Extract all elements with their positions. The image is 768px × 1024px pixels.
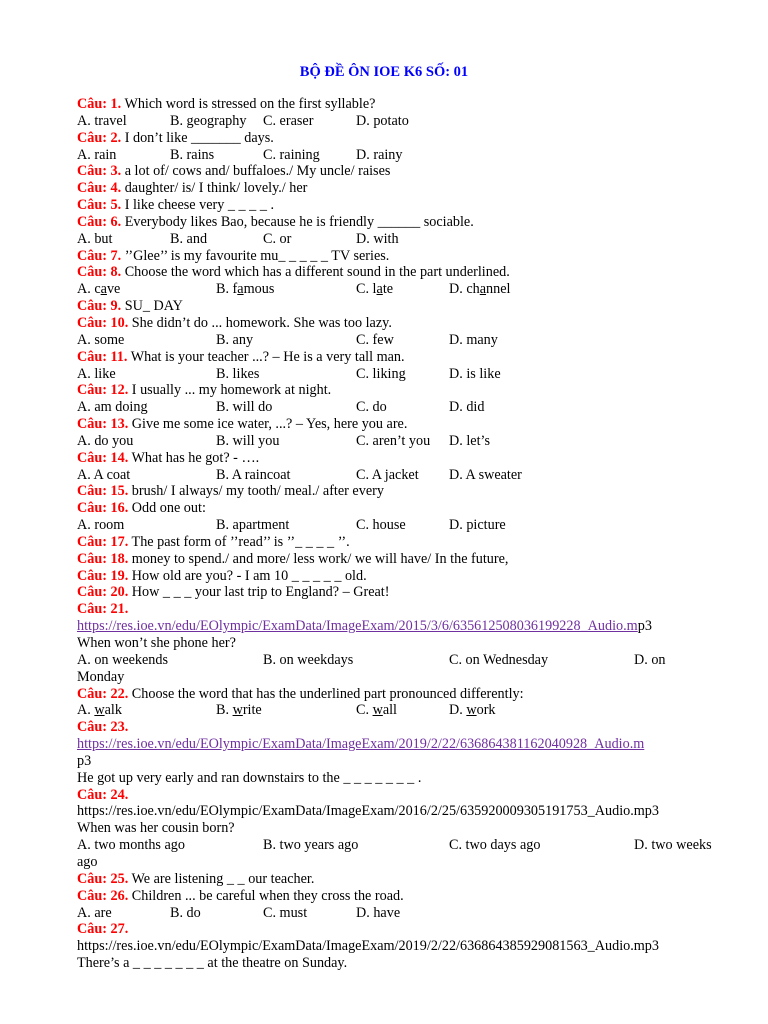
answer-option[interactable] [170, 147, 214, 164]
option-text-rest: mous [243, 281, 275, 298]
question-label: Câu: 1. [77, 96, 122, 112]
option-text: B. two years ago [263, 837, 359, 854]
question-text: She didn’t do ... homework. She was too lazy. [128, 314, 392, 331]
option-text: C. liking [356, 365, 406, 382]
options-row [77, 702, 722, 719]
question-line [77, 214, 722, 231]
question-line [77, 568, 722, 585]
question-text: Everybody likes Bao, because he is friendly ______ sociable. [121, 213, 474, 230]
answer-option[interactable] [263, 837, 358, 854]
question-line [77, 180, 722, 197]
option-text: A. rain [77, 146, 117, 163]
question-label: Câu: 6. [77, 213, 122, 230]
options-row [77, 231, 722, 248]
option-wrap-text: Monday [77, 668, 125, 685]
audio-link[interactable]: https://res.ioe.vn/edu/EOlympic/ExamData/ImageExam/2015/3/6/635612508036199228_Audio.m [77, 618, 638, 635]
answer-option[interactable] [449, 837, 540, 854]
option-text: A. A coat [77, 466, 131, 483]
option-text: A. two months ago [77, 837, 185, 854]
answer-option[interactable] [263, 231, 291, 248]
question-label: Câu: 25. [77, 870, 129, 887]
answer-option[interactable] [77, 366, 116, 383]
question-text: I don’t like _______ days. [121, 129, 274, 146]
options-row [77, 366, 722, 383]
underlined-letters: w [372, 702, 383, 719]
option-wrap-line [77, 669, 722, 686]
question-label: Câu: 17. [77, 533, 129, 550]
answer-option[interactable] [263, 905, 307, 922]
option-text: B. any [216, 331, 254, 348]
question-line [77, 163, 722, 180]
audio-link-line [77, 618, 722, 635]
option-text-rest: alk [104, 702, 122, 719]
answer-option[interactable] [449, 517, 506, 534]
question-label: Câu: 21. [77, 601, 129, 618]
prompt-text: When won’t she phone her? [77, 635, 236, 651]
answer-option[interactable] [216, 702, 262, 719]
question-line [77, 382, 722, 399]
answer-option[interactable] [449, 433, 490, 450]
options-row [77, 905, 722, 922]
option-text: A. but [77, 230, 113, 247]
option-text: D. did [449, 399, 485, 416]
question-line [77, 601, 722, 618]
option-text: C. do [356, 399, 387, 416]
answer-option[interactable] [449, 281, 510, 298]
question-label: Câu: 16. [77, 500, 129, 517]
question-list [77, 96, 722, 972]
question-text: How _ _ _ your last trip to England? – Great! [128, 584, 390, 601]
question-label: Câu: 3. [77, 163, 122, 180]
option-text: A. travel [77, 112, 127, 129]
answer-option[interactable] [356, 366, 406, 383]
answer-option[interactable] [170, 113, 246, 130]
underlined-letters: a [237, 281, 244, 298]
options-row [77, 652, 722, 669]
options-row [77, 837, 722, 854]
question-label: Câu: 13. [77, 416, 129, 433]
page-title: BỘ ĐỀ ÔN IOE K6 SỐ: 01 [299, 64, 469, 80]
option-text-rest: te [382, 281, 394, 298]
answer-option[interactable] [216, 517, 289, 534]
option-text: B. f [216, 281, 238, 298]
question-text: What is your teacher ...? – He is a very tall man. [127, 348, 405, 365]
question-line [77, 197, 722, 214]
options-row [77, 113, 722, 130]
answer-option[interactable] [356, 433, 430, 450]
option-text: C. must [263, 904, 308, 921]
question-text: Odd one out: [128, 500, 206, 517]
audio-url-line [77, 938, 722, 955]
option-text: D. on [634, 651, 666, 668]
answer-option[interactable] [356, 231, 399, 248]
question-label: Câu: 7. [77, 247, 122, 264]
question-label: Câu: 18. [77, 550, 129, 567]
question-text: SU_ DAY [121, 298, 183, 315]
underlined-letters: w [466, 702, 477, 719]
question-line [77, 686, 722, 703]
option-text: C. A jacket [356, 466, 419, 483]
option-text: D. many [449, 331, 498, 348]
question-line [77, 483, 722, 500]
answer-option[interactable] [356, 702, 397, 719]
answer-option[interactable] [263, 147, 320, 164]
question-label: Câu: 11. [77, 348, 128, 365]
answer-option[interactable] [356, 467, 419, 484]
question-label: Câu: 23. [77, 719, 129, 736]
option-text: B. geography [170, 112, 247, 129]
answer-option[interactable] [170, 231, 207, 248]
answer-option[interactable] [216, 399, 272, 416]
answer-option[interactable] [263, 113, 313, 130]
question-label: Câu: 20. [77, 584, 129, 601]
option-text: A. [77, 702, 95, 719]
question-prompt [77, 955, 722, 972]
option-text: A. do you [77, 432, 134, 449]
audio-url-line [77, 803, 722, 820]
option-text: C. aren’t you [356, 432, 431, 449]
prompt-text: There’s a _ _ _ _ _ _ _ at the theatre on Sunday. [77, 955, 348, 972]
question-prompt [77, 635, 722, 652]
question-text: daughter/ is/ I think/ lovely./ her [121, 180, 308, 197]
option-text: D. is like [449, 365, 501, 382]
answer-option[interactable] [356, 113, 409, 130]
answer-option[interactable] [77, 837, 185, 854]
option-text: C. few [356, 331, 394, 348]
answer-option[interactable] [77, 147, 116, 164]
option-text: B. likes [216, 365, 260, 382]
option-text: D. have [356, 904, 401, 921]
answer-option[interactable] [77, 281, 120, 298]
answer-option[interactable] [216, 366, 259, 383]
answer-option[interactable] [216, 332, 253, 349]
answer-option[interactable] [449, 399, 484, 416]
audio-url: https://res.ioe.vn/edu/EOlympic/ExamData/ImageExam/2019/2/22/636864385929081563_Audio.mp3 [77, 938, 659, 955]
question-prompt [77, 770, 722, 787]
audio-url: https://res.ioe.vn/edu/EOlympic/ExamData/ImageExam/2016/2/25/635920009305191753_Audio.mp3 [77, 803, 659, 820]
question-line [77, 871, 722, 888]
question-line [77, 921, 722, 938]
option-text: A. on weekends [77, 651, 169, 668]
question-line [77, 248, 722, 265]
question-text: Give me some ice water, ...? – Yes, here you are. [128, 416, 408, 433]
option-text: D. ch [449, 281, 480, 298]
option-text-rest: all [382, 702, 397, 719]
question-label: Câu: 14. [77, 449, 129, 466]
question-line [77, 315, 722, 332]
option-text: B. A raincoat [216, 466, 291, 483]
option-wrap-text: ago [77, 853, 98, 870]
option-text: A. c [77, 281, 101, 298]
options-row [77, 147, 722, 164]
answer-option[interactable] [449, 467, 522, 484]
underlined-letters: a [479, 281, 487, 298]
answer-option[interactable] [449, 702, 496, 719]
prompt-text: When was her cousin born? [77, 820, 235, 837]
question-prompt [77, 820, 722, 837]
audio-link-wrap-line [77, 753, 722, 770]
question-text: We are listening _ _ our teacher. [128, 870, 315, 887]
option-text: A. like [77, 365, 116, 382]
audio-link[interactable]: https://res.ioe.vn/edu/EOlympic/ExamData/ImageExam/2019/2/22/636864381162040928_Audio.m [77, 736, 645, 753]
options-row [77, 517, 722, 534]
question-label: Câu: 5. [77, 197, 122, 214]
answer-option[interactable] [216, 467, 290, 484]
question-line [77, 450, 722, 467]
answer-option[interactable] [77, 517, 124, 534]
question-text: Choose the word which has a different sound in the part underlined. [121, 264, 510, 281]
option-text: A. room [77, 517, 125, 534]
question-line [77, 534, 722, 551]
option-text: D. [449, 702, 467, 719]
options-row [77, 433, 722, 450]
option-text: D. two weeks [634, 837, 712, 854]
answer-option[interactable] [356, 905, 400, 922]
option-text-rest: rite [242, 702, 262, 719]
question-line [77, 888, 722, 905]
option-text: B. will do [216, 399, 273, 416]
answer-option[interactable] [170, 905, 201, 922]
answer-option[interactable] [77, 702, 122, 719]
question-label: Câu: 24. [77, 786, 129, 803]
question-line [77, 416, 722, 433]
option-text: B. will you [216, 432, 280, 449]
answer-option[interactable] [216, 433, 279, 450]
option-text: B. rains [170, 146, 215, 163]
audio-link-tail: p3 [77, 752, 92, 769]
question-label: Câu: 4. [77, 180, 122, 197]
option-wrap-line [77, 854, 722, 871]
option-text: B. and [170, 230, 208, 247]
underlined-letters: w [232, 702, 243, 719]
answer-option[interactable] [356, 147, 403, 164]
answer-option[interactable] [77, 113, 127, 130]
question-line [77, 719, 722, 736]
answer-option[interactable] [634, 652, 666, 669]
question-label: Câu: 2. [77, 129, 122, 146]
question-line [77, 298, 722, 315]
options-row [77, 281, 722, 298]
option-text: A. am doing [77, 399, 148, 416]
question-label: Câu: 26. [77, 887, 129, 904]
option-text: B. apartment [216, 517, 290, 534]
answer-option[interactable] [356, 281, 393, 298]
question-label: Câu: 9. [77, 298, 122, 315]
option-text: B. do [170, 904, 201, 921]
answer-option[interactable] [216, 281, 274, 298]
option-text: B. [216, 702, 233, 719]
question-line [77, 130, 722, 147]
answer-option[interactable] [77, 433, 133, 450]
answer-option[interactable] [77, 399, 148, 416]
answer-option[interactable] [634, 837, 712, 854]
question-label: Câu: 19. [77, 567, 129, 584]
options-row [77, 399, 722, 416]
underlined-letters: a [100, 281, 107, 298]
question-line [77, 96, 722, 113]
question-text: How old are you? - I am 10 _ _ _ _ _ old. [128, 567, 367, 584]
option-text-rest: nnel [486, 281, 511, 298]
question-label: Câu: 12. [77, 382, 129, 399]
question-line [77, 584, 722, 601]
option-text-rest: ork [476, 702, 496, 719]
answer-option[interactable] [77, 905, 112, 922]
underlined-letters: w [94, 702, 105, 719]
question-text: money to spend./ and more/ less work/ we will have/ In the future, [128, 550, 509, 567]
option-text: A. are [77, 904, 112, 921]
question-line [77, 349, 722, 366]
question-line [77, 264, 722, 281]
option-text-rest: ve [106, 281, 121, 298]
options-row [77, 332, 722, 349]
option-text: D. let’s [449, 432, 490, 449]
question-line [77, 500, 722, 517]
option-text: B. on weekdays [263, 651, 354, 668]
answer-option[interactable] [263, 652, 353, 669]
question-text: Which word is stressed on the first syllable? [121, 96, 376, 112]
option-text: D. rainy [356, 146, 403, 163]
option-text: C. [356, 702, 373, 719]
question-text: ’’Glee’’ is my favourite mu_ _ _ _ _ TV series. [121, 247, 390, 264]
option-text: C. l [356, 281, 377, 298]
answer-option[interactable] [449, 652, 548, 669]
question-text: I like cheese very _ _ _ _ . [121, 197, 275, 214]
question-text: brush/ I always/ my tooth/ meal./ after every [128, 483, 384, 500]
answer-option[interactable] [77, 231, 112, 248]
answer-option[interactable] [77, 467, 130, 484]
answer-option[interactable] [356, 399, 387, 416]
option-text: A. some [77, 331, 125, 348]
question-line [77, 551, 722, 568]
option-text: C. or [263, 230, 292, 247]
question-line [77, 787, 722, 804]
option-text: D. potato [356, 112, 409, 129]
question-label: Câu: 15. [77, 483, 129, 500]
question-text: I usually ... my homework at night. [128, 382, 332, 399]
answer-option[interactable] [449, 366, 501, 383]
options-row [77, 467, 722, 484]
audio-link-tail: p3 [637, 618, 652, 635]
answer-option[interactable] [356, 332, 394, 349]
question-text: What has he got? - …. [128, 449, 260, 466]
answer-option[interactable] [77, 652, 168, 669]
option-text: C. two days ago [449, 837, 541, 854]
question-label: Câu: 22. [77, 685, 129, 702]
option-text: C. raining [263, 146, 320, 163]
audio-link-line [77, 736, 722, 753]
answer-option[interactable] [449, 332, 498, 349]
option-text: C. house [356, 517, 406, 534]
question-text: Choose the word that has the underlined part pronounced differently: [128, 685, 524, 702]
question-label: Câu: 8. [77, 264, 122, 281]
prompt-text: He got up very early and ran downstairs to the _ _ _ _ _ _ _ . [77, 769, 422, 786]
option-text: C. on Wednesday [449, 651, 549, 668]
question-text: a lot of/ cows and/ buffaloes./ My uncle/ raises [121, 163, 391, 180]
underlined-letters: a [376, 281, 383, 298]
question-label: Câu: 27. [77, 921, 129, 938]
option-text: D. A sweater [449, 466, 522, 483]
answer-option[interactable] [77, 332, 124, 349]
answer-option[interactable] [356, 517, 406, 534]
question-text: The past form of ’’read’’ is ’’_ _ _ _ ’’. [128, 533, 350, 550]
question-text: Children ... be careful when they cross the road. [128, 887, 404, 904]
option-text: C. eraser [263, 112, 314, 129]
option-text: D. picture [449, 517, 506, 534]
question-label: Câu: 10. [77, 314, 129, 331]
option-text: D. with [356, 230, 399, 247]
